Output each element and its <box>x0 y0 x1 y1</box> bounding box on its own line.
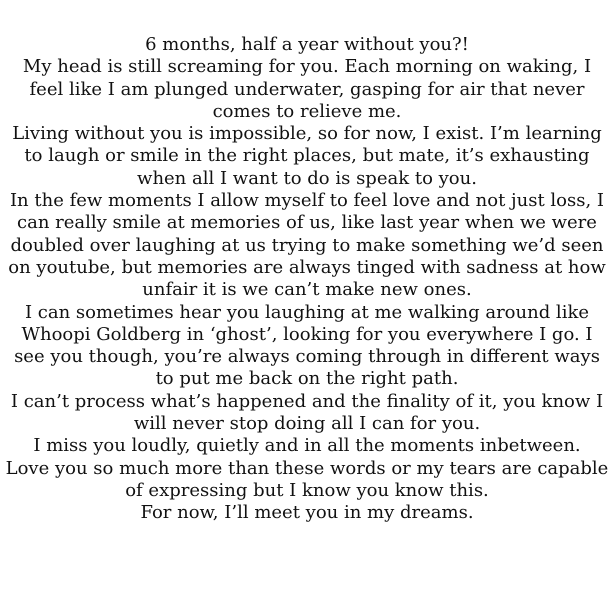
note-text <box>2 34 612 525</box>
note-line: on youtube, but memories are always tinged with sadness at how <box>8 256 606 278</box>
note-line: For now, I’ll meet you in my dreams. <box>140 502 474 524</box>
note-line: I can sometimes hear you laughing at me walking around like <box>24 301 590 323</box>
note-line: I can’t process what’s happened and the finality of it, you know I <box>10 390 604 412</box>
note-line: Whoopi Goldberg in ‘ghost’, looking for you everywhere I go. I <box>21 323 593 345</box>
note-line: of expressing but I know you know this. <box>125 479 489 501</box>
note-line: In the few moments I allow myself to feel love and not just loss, I <box>9 190 605 212</box>
note-line: unfair it is we can’t make new ones. <box>142 279 472 301</box>
note-line: My head is still screaming for you. Each morning on waking, I <box>22 56 592 78</box>
note-line: see you though, you’re always coming through in different ways <box>14 346 600 368</box>
note-line: can really smile at memories of us, like last year when we were <box>17 212 597 234</box>
note-line: Love you so much more than these words or my tears are capable <box>5 457 609 479</box>
note-line: feel like I am plunged underwater, gasping for air that never <box>29 78 585 100</box>
note-line: I miss you loudly, quietly and in all the moments inbetween. <box>33 435 581 457</box>
note-line: when all I want to do is speak to you. <box>137 167 477 189</box>
note-line: 6 months, half a year without you?! <box>145 34 469 55</box>
note-line: to laugh or smile in the right places, but mate, it’s exhausting <box>24 145 590 167</box>
note-line: doubled over laughing at us trying to make something we’d seen <box>10 234 604 256</box>
note-line: will never stop doing all I can for you. <box>133 413 481 435</box>
note-line: to put me back on the right path. <box>155 368 459 390</box>
note-line: Living without you is impossible, so for now, I exist. I’m learning <box>12 123 602 145</box>
note-line: comes to relieve me. <box>212 100 402 122</box>
